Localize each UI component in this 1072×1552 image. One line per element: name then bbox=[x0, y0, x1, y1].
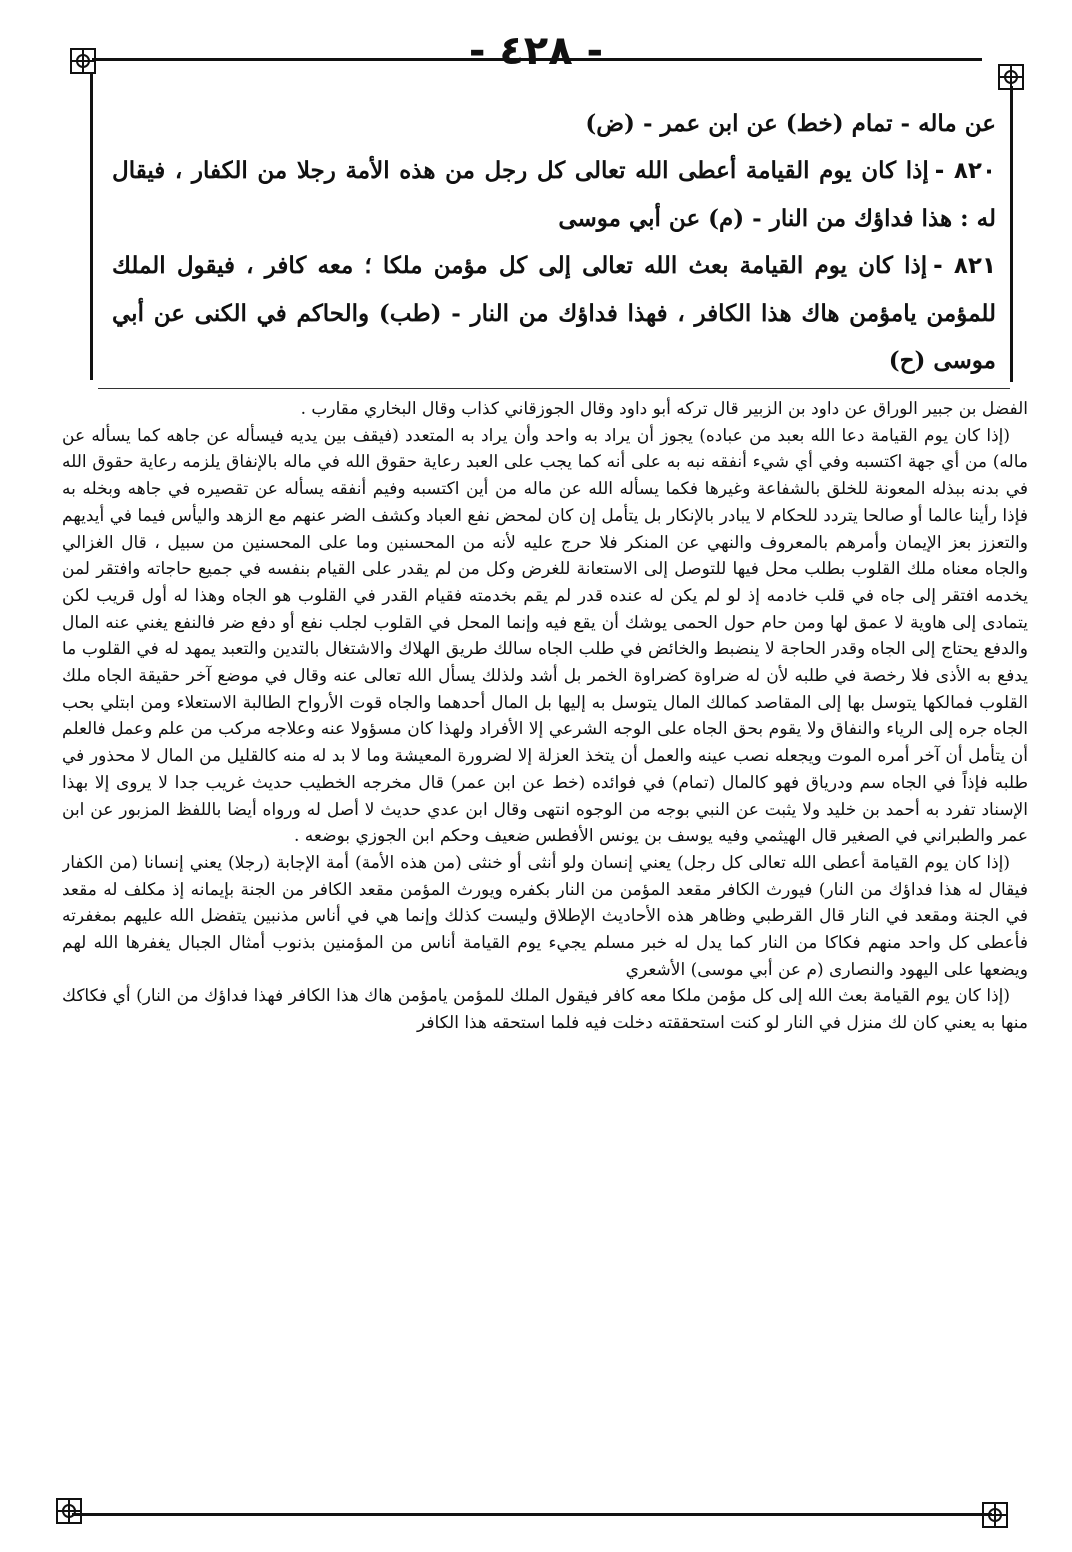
commentary-paragraph-4: (إذا كان يوم القيامة بعث الله إلى كل مؤمن ملكا معه كافر فيقول الملك للمؤمن يامؤمن هاك هذا الكافر فهذا فداؤك من النار) أي فكاكك منها به يعني كان لك منزل في النار لو كنت استحققته دخلت فيه فلما استحقه هذا الكافر bbox=[62, 986, 1028, 1034]
intro-line: عن ماله - تمام (خط) عن ابن عمر - (ض) bbox=[585, 110, 996, 137]
commentary-paragraph-1: الفضل بن جبير الوراق عن داود بن الزبير قال تركه أبو داود وقال الجوزقاني كذاب وقال البخاري مقارب . bbox=[300, 399, 1028, 419]
commentary-text bbox=[62, 396, 1028, 1504]
frame-bottom-rule bbox=[72, 1513, 992, 1516]
frame-top-rule bbox=[92, 58, 982, 61]
commentary-paragraph-2: (إذا كان يوم القيامة دعا الله بعبد من عباده) يجوز أن يراد به واحد وأن يراد به المتعدد (فيقف بين يديه فيسأله عن جاهه كما يسأله عن ماله) من أي جهة اكتسبه وفي أي شيء أنفقه نبه به على أنه كما يجب على العبد رعاية حقوق الله في ماله بالإنفاق يلزمه رعاية حقوق الله في بدنه ببذله المعونة للخلق بالشفاعة وغيرها فكما يسأله الله عن ماله من أين اكتسبه وفيم أنفقه يسأله عن تقصيره في جاهه وبخله به فإذا رأينا عالما أو صالحا يتردد للحكام لا يبادر بالإنكار بل يتأمل إن كان لمحض نفع العباد وكشف الضر عنهم مع الزهد واليأس فيما في أيديهم والتعزز بعز الإيمان وأمرهم بالمعروف والنهي عن المنكر فلا حرج عليه لأنه من المحسنين وما على المحسنين من سبيل ، قال الغزالي والجاه معناه ملك القلوب بطلب محل فيها للتوصل إلى الاستعانة للغرض وكل من لم يقدر على القيام بنفسه في جميع حاجاته وافتقر لمن يخدمه افتقر إلى جاه في قلب خادمه إذ لو لم يكن له عنده قدر لم يقم بخدمته فقيام القدر في القلوب هو الجاه وهذا له أول قريب لكن يتمادى إلى هاوية لا عمق لها ومن حام حول الحمى يوشك أن يقع فيه وإنما المحل في القلوب لجلب نفع أو دفع ضر فالنفع يغني عنه المال والدفع يحتاج إلى الجاه وقدر الحاجة لا ينضبط والخائض في طلب الجاه سالك طريق الهلاك والاشتغال بالتدين والتعبد يمهد له في القلوب ما يدفع به الأذى فلا رخصة في طلبه لأن له ضراوة كضراوة الخمر بل أشد ولذلك يسأل الله تعالى عنه وقال في موضع آخر حقيقة الجاه ملك القلوب فمالكها يتوسل بها إلى المقاصد كمالك المال يتوسل به إليها بل المال أحدهما والجاه قوت الأرواح الطالبة الاستعلاء ومن ابتلي بحب الجاه جره إلى الرياء والنفاق ولا يقوم بحق الجاه على الوجه الشرعي إلا الأفراد ولهذا كان مسؤولا عنه وعلاجه مركب من علم وعمل فالعلم أن يتأمل أن آخر أمره الموت ويجعله نصب عينه والعمل أن يتخذ العزلة إلا لضرورة المعيشة وما لا بد له منه كالقليل من المال لا محذور في طلبه فإذاً في الجاه سم ودرياق فهو كالمال (تمام) في فوائده (خط عن ابن عمر) قال مخرجه الخطيب حديث غريب جدا لا يروى إلا بهذا الإسناد تفرد به أحمد بن خليد ولا يثبت عن النبي بوجه من الوجوه انتهى وقال ابن عدي حديث لا أصل له ورواه أيضا باللفظ المزبور عن ابن عمر والطبراني في الصغير قال الهيثمي وفيه يوسف بن يونس الأفطس ضعيف وحكم ابن الجوزي بوضعه . bbox=[62, 425, 1028, 847]
corner-ornament-icon bbox=[996, 62, 1026, 92]
hadith-821-text: إذا كان يوم القيامة بعث الله تعالى إلى كل مؤمن ملكا ؛ معه كافر ، فيقول الملك للمؤمن يامؤمن هاك هذا الكافر ، فهذا فداؤك من النار - (طب) والحاكم في الكنى عن أبي موسى (ح) bbox=[112, 252, 996, 374]
hadith-820 bbox=[112, 147, 996, 242]
hadith-821-number: ٨٢١ - bbox=[933, 253, 996, 279]
hadith-820-text: إذا كان يوم القيامة أعطى الله تعالى كل رجل من هذه الأمة رجلا من الكفار ، فيقال له : هذا فداؤك من النار - (م) عن أبي موسى bbox=[112, 157, 996, 232]
frame-left-rule bbox=[90, 74, 93, 380]
hadith-821 bbox=[112, 242, 996, 384]
section-divider bbox=[98, 388, 1010, 389]
frame-right-rule bbox=[1010, 86, 1013, 382]
hadith-820-number: ٨٢٠ - bbox=[934, 158, 996, 184]
corner-ornament-icon bbox=[68, 46, 98, 76]
corner-ornament-icon bbox=[980, 1500, 1010, 1530]
hadith-main-text bbox=[98, 100, 1010, 385]
page-number: - ٤٢٨ - bbox=[468, 28, 604, 74]
commentary-paragraph-3: (إذا كان يوم القيامة أعطى الله تعالى كل رجل) يعني إنسان ولو أنثى أو خنثى (من هذه الأمة) أمة الإجابة (رجلا) يعني إنسانا (من الكفار فيقال له هذا فداؤك من النار) فيورث الكافر مقعد المؤمن من النار بكفره ويورث المؤمن مقعد الكافر من الجنة بإيمانه إذ مكلف له مقعد في الجنة ومقعد في النار قال القرطبي وظاهر هذه الأحاديث الإطلاق وليست كذلك وإنما هي في أناس مذنبين يتفضل الله عليهم بمغفرته فأعطى كل واحد منهم فكاكا من النار كما يدل له خبر مسلم يجيء يوم القيامة أناس من المؤمنين بذنوب أمثال الجبال يغفرها الله لهم ويضعها على اليهود والنصارى (م عن أبي موسى) الأشعري bbox=[62, 852, 1028, 980]
